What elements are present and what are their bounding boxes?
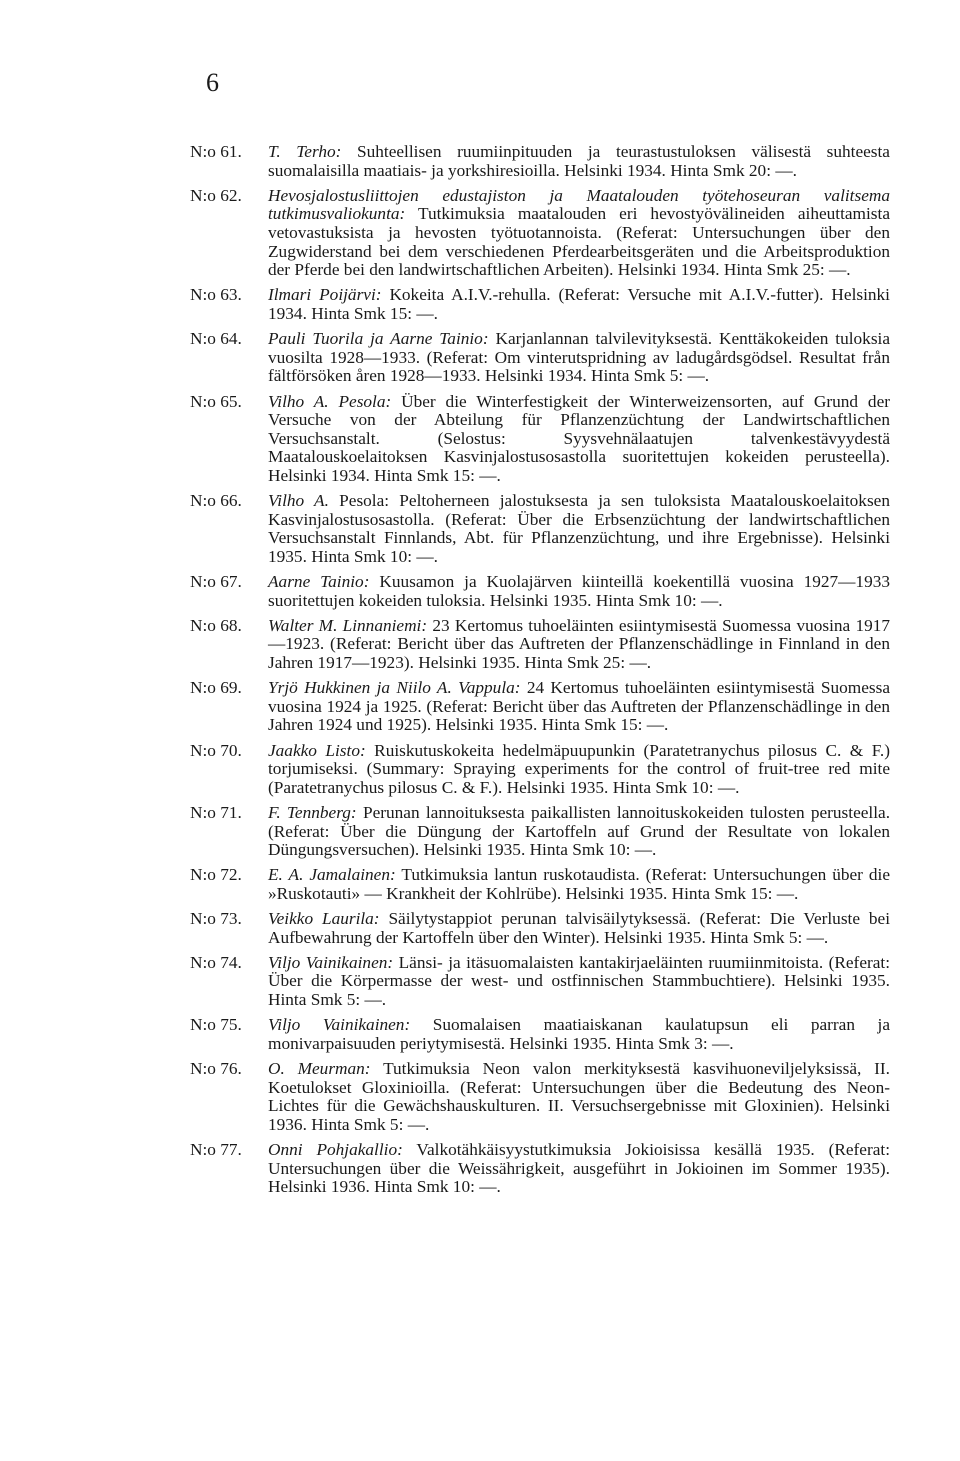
entry-author: Vilho A. [268, 491, 329, 511]
publication-entry [190, 617, 890, 673]
entry-body [268, 679, 890, 735]
entry-author: F. Tennberg: [268, 802, 357, 822]
entry-text: Perunan lannoituksesta paikallisten lannoituskokeiden tulosten perusteella. (Referat: Über die Düngung der Kartoffeln auf Grund der Resultate von lokalen Düngungsversuchen). Helsinki 1935. Hinta Smk 10: —. [268, 802, 891, 860]
entry-text: Kuusamon ja Kuolajärven kiinteillä koekentillä vuosina 1927—1933 suoritettujen kokeiden tuloksia. Helsinki 1935. Hinta Smk 10: —. [268, 572, 890, 610]
entry-body [268, 393, 890, 486]
entry-text: Suomalaisen maatiaiskanan kaulatupsun eli parran ja monivarpaisuuden periytymisestä. Helsinki 1935. Hinta Smk 3: —. [268, 1015, 890, 1053]
entry-number: N:o 77. [190, 1140, 242, 1159]
entry-text: Säilytystappiot perunan talvisäilytyksessä. (Referat: Die Verluste bei Aufbewahrung der Kartoffeln über den Winter). Helsinki 1935. Hinta Smk 5: —. [268, 909, 890, 947]
entry-author: Viljo Vainikainen: [268, 952, 394, 972]
entry-number: N:o 63. [190, 285, 242, 305]
entry-number: N:o 66. [190, 491, 242, 511]
entry-body [268, 954, 890, 1010]
publication-entry [190, 187, 890, 280]
entry-author: Viljo Vainikainen: [268, 1015, 411, 1035]
entry-number: N:o 76. [190, 1059, 242, 1079]
entry-body [268, 286, 890, 323]
publication-entry [190, 330, 890, 386]
entry-author: Pauli Tuorila ja Aarne Tainio: [268, 329, 489, 349]
publication-entry [190, 573, 890, 610]
entry-author: Ilmari Poijärvi: [268, 285, 382, 305]
entry-text: Valkotähkäisyystutkimuksia Jokioisissa kesällä 1935. (Referat: Untersuchungen über die Weissährigkeit, ausgeführt in Jokioinen im Sommer 1935). Helsinki 1936. Hinta Smk 10: —. [268, 1140, 890, 1197]
publication-entry [190, 1060, 890, 1134]
publication-entry [190, 1141, 890, 1197]
entry-number: N:o 62. [190, 185, 242, 205]
entry-number: N:o 75. [190, 1015, 242, 1035]
entry-number: N:o 70. [190, 740, 242, 760]
entry-number: N:o 71. [190, 802, 242, 822]
entry-number: N:o 68. [190, 615, 242, 635]
entry-author: Veikko Laurila: [268, 909, 380, 929]
entry-body [268, 617, 890, 673]
entry-author: Aarne Tainio: [268, 572, 370, 592]
publication-entry [190, 910, 890, 947]
publication-list [190, 143, 890, 1203]
publication-entry [190, 393, 890, 486]
entry-text: Tutkimuksia maatalouden eri hevostyövälineiden aiheuttamista vetovastuksista ja hevosten työtuotannoista. (Referat: Untersuchungen über den Zugwiderstand bei dem verschiedenen Pferdearbeitsgeräten und die Arbeitsproduktion der Pferde bei den landwirtschaftlichen Arbeiten). Helsinki 1934. Hinta Smk 25: —. [268, 204, 891, 280]
entry-author: Onni Pohjakallio: [268, 1140, 403, 1159]
publication-entry [190, 804, 890, 860]
entry-text: Pesola: Peltoherneen jalostuksesta ja sen tuloksista Maatalouskoelaitoksen Kasvinjalostusosastolla. (Referat: Über die Erbsenzüchtung der landwirtschaftlichen Versuchsanstalt Finnlands, Abt. für Pflanzenzüchtung, und ihre Ergebnisse). Helsinki 1935. Hinta Smk 10: —. [268, 491, 890, 566]
publication-entry [190, 286, 890, 323]
entry-author: Vilho A. Pesola: [268, 391, 392, 411]
entry-text: Kokeita A.I.V.-rehulla. (Referat: Versuche mit A.I.V.-futter). Helsinki 1934. Hinta Smk 15: —. [268, 285, 890, 323]
entry-body [268, 866, 890, 903]
entry-number: N:o 69. [190, 678, 242, 698]
entry-number: N:o 67. [190, 572, 242, 592]
entry-body [268, 1141, 890, 1197]
page-number: 6 [206, 68, 219, 97]
entry-author: Jaakko Listo: [268, 740, 366, 760]
entry-body [268, 910, 890, 947]
entry-text: Karjanlannan talvilevityksestä. Kenttäkokeiden tuloksia vuosilta 1928—1933. (Referat: Om vinterutspridning av ladugårdsgödsel. Resultat från fältförsöken åren 1928—1933. Helsinki 1934. Hinta Smk 5: —. [268, 329, 891, 386]
entry-body [268, 573, 890, 610]
entry-text: Tutkimuksia lantun ruskotaudista. (Referat: Untersuchungen über die »Ruskotauti» — Krankheit der Kohlrübe). Helsinki 1935. Hinta Smk 15: —. [268, 865, 890, 903]
entry-body [268, 804, 890, 860]
publication-entry [190, 679, 890, 735]
entry-body [268, 1060, 890, 1134]
entry-text: Ruiskutuskokeita hedelmäpuupunkin (Paratetranychus pilosus C. & F.) torjumiseksi. (Summary: Spraying experiments for the control of fruit-tree red mite (Paratetranychus pilosus C. & F.). Helsinki 1935. Hinta Smk 10: —. [268, 740, 890, 797]
entry-body [268, 492, 890, 566]
entry-body [268, 742, 890, 798]
entry-body [268, 1016, 890, 1053]
entry-text: Suhteellisen ruumiinpituuden ja teurastustuloksen välisestä suhteesta suomalaisilla maatiais- ja yorkshiresioilla. Helsinki 1934. Hinta Smk 20: —. [268, 142, 890, 180]
publication-entry [190, 954, 890, 1010]
publication-entry [190, 742, 890, 798]
entry-number: N:o 73. [190, 909, 242, 929]
entry-author: Walter M. Linnaniemi: [268, 615, 428, 635]
entry-author: O. Meurman: [268, 1059, 371, 1079]
entry-author: Hevosjalostusliittojen edustajiston ja Maatalouden työtehoseuran valitsema tutkimusvaliokunta: [268, 185, 890, 224]
entry-body [268, 187, 890, 280]
entry-text: Tutkimuksia Neon valon merkityksestä kasvihuoneviljelyksissä, II. Koetulokset Gloxinioilla. (Referat: Untersuchungen über die Bedeutung des Neon-Lichtes für die Gewächshauskulturen. II. Versuchsergebnisse mit Gloxinien). Helsinki 1936. Hinta Smk 5: —. [268, 1059, 890, 1134]
entry-number: N:o 72. [190, 865, 242, 885]
entry-number: N:o 61. [190, 142, 242, 161]
entry-text: 23 Kertomus tuhoeläinten esiintymisestä Suomessa vuosina 1917—1923. (Referat: Bericht über das Auftreten der Pflanzenschädlinge in Finnland in den Jahren 1917—1923). Helsinki 1935. Hinta Smk 25: —. [268, 615, 891, 672]
publication-entry [190, 866, 890, 903]
entry-body [268, 143, 890, 180]
entry-number: N:o 74. [190, 952, 242, 972]
entry-text: Länsi- ja itäsuomalaisten kantakirjaeläinten ruumiinmitoista. (Referat: Über die Körpermasse der west- und ostfinnischen Stammbuchtiere). Helsinki 1935. Hinta Smk 5: —. [268, 952, 891, 1010]
entry-text: Über die Winterfestigkeit der Winterweizensorten, auf Grund der Versuche von der Abteilung für Pflanzenzüchtung der Landwirtschaftlichen Versuchsanstalt. (Selostus: Syysvehnälaatujen talvenkestävyydestä Maatalouskoelaitoksen Kasvinjalostusosastolla suoritettujen kokeiden perusteella). Helsinki 1934. Hinta Smk 15: —. [268, 391, 890, 485]
entry-author: T. Terho: [268, 142, 342, 161]
entry-author: Yrjö Hukkinen ja Niilo A. Vappula: [268, 678, 521, 698]
entry-body [268, 330, 890, 386]
publication-entry [190, 1016, 890, 1053]
entry-text: 24 Kertomus tuhoeläinten esiintymisestä Suomessa vuosina 1924 ja 1925. (Referat: Bericht über das Auftreten der Pflanzenschädlinge in den Jahren 1924 und 1925). Helsinki 1935. Hinta Smk 15: —. [268, 678, 890, 735]
entry-number: N:o 64. [190, 329, 242, 349]
publication-entry [190, 143, 890, 180]
entry-author: E. A. Jamalainen: [268, 865, 396, 885]
entry-number: N:o 65. [190, 391, 242, 411]
publication-entry [190, 492, 890, 566]
